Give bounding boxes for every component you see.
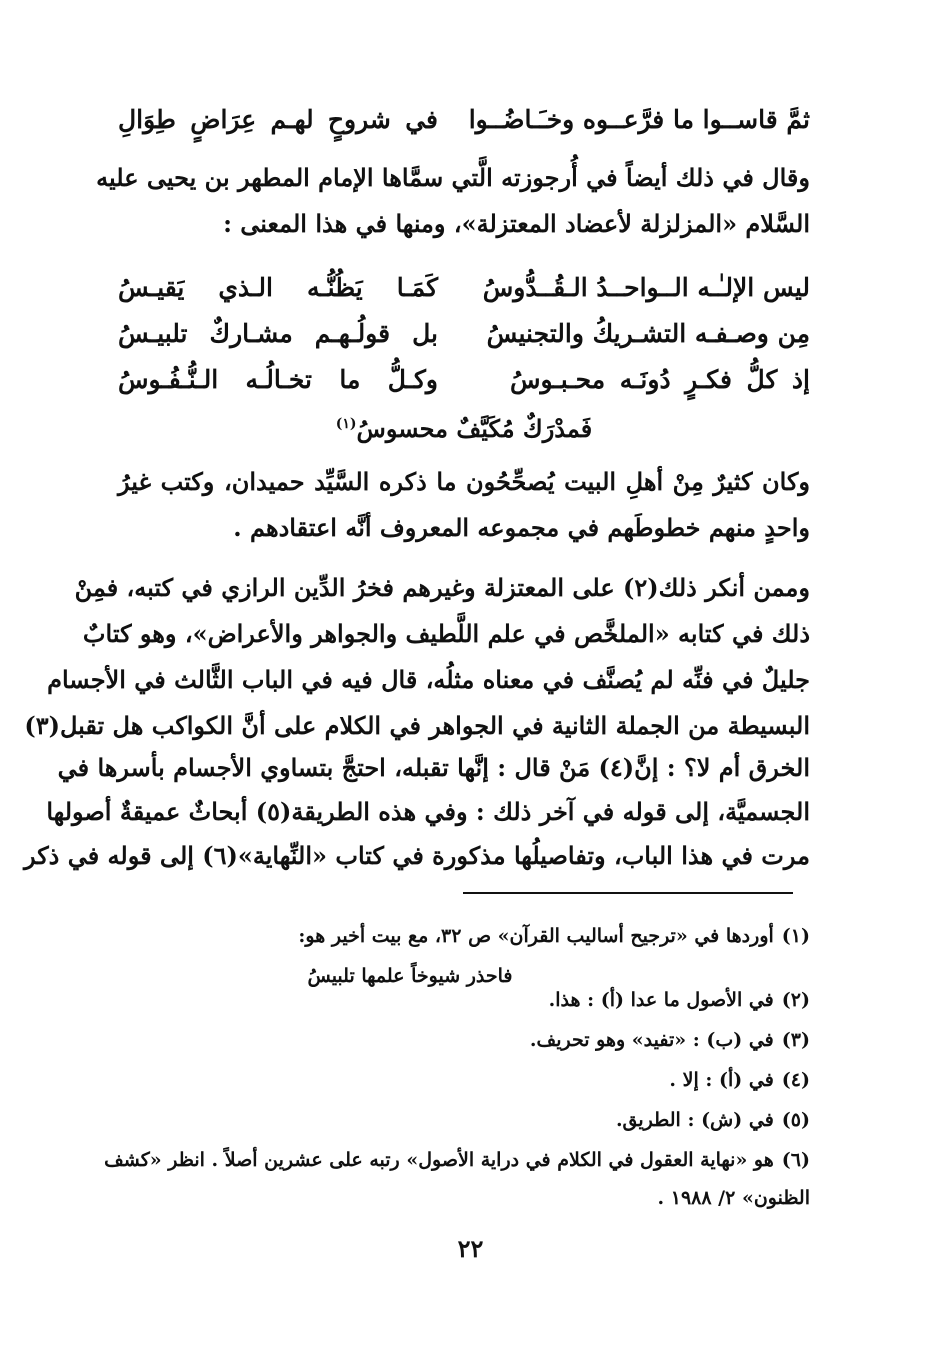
- hemistich-right: ثمَّ قاســوا ما فرَّعــوه وخـَـاضُــوا: [468, 105, 810, 134]
- footnote-number: (١): [781, 925, 810, 947]
- verse-final: [118, 402, 810, 446]
- footnote-number: (٢): [781, 989, 810, 1011]
- paragraph-line: وممن أنكر ذلك(٢) على المعتزلة وغيرهم فخرُ الدِّين الرازي في كتبه، فمِنْ: [74, 573, 810, 602]
- footnote-text: في (ب) : «تفيد» وهو تحريف.: [529, 1029, 774, 1051]
- footnote-text: الظنون» ٢/ ١٩٨٨ .: [657, 1187, 810, 1209]
- footnote-text: في (ش) : الطريق.: [615, 1109, 774, 1131]
- paragraph-line: وكان كثيرٌ مِنْ أهلِ البيت يُصحِّحُون ما ذكره السَّيِّد حميدان، وكتب غيرُ: [118, 467, 810, 496]
- paragraph-line: ذلك في كتابه «الملخَّص في علم اللَّطيف والجواهر والأعراض»، وهو كتابٌ: [82, 619, 810, 648]
- footnote-text: هو «نهاية العقول في الكلام في دراية الأصول» رتبه على عشرين أصلاً . انظر «كشف: [104, 1149, 774, 1171]
- footnote-number: (٤): [781, 1069, 810, 1091]
- paragraph-line: الخرق أم لا؟ : إنَّ(٤) مَنْ قال : إنَّها تقبله، احتجَّ بتساوي الأجسام بأسرها في: [57, 753, 810, 782]
- verse-row: [118, 266, 810, 310]
- verse-final-text: فَمدْرَكٌ مُكَيَّفٌ محسوسُ: [356, 414, 593, 443]
- footnote-1: [118, 920, 810, 952]
- footnote-4: [118, 1064, 810, 1096]
- paragraph-line: البسيطة من الجملة الثانية في الجواهر في الكلام على أنَّ الكواكب هل تقبل(٣): [24, 711, 810, 740]
- paragraph-line: جليلٌ في فنِّه لم يُصنَّف في معناه مثلُه، قال فيه في الباب الثَّالث في الأجسام: [47, 665, 810, 694]
- hemistich-left: وكـلُّ ما تخـالُـه الـنُّـفُـوسُ: [118, 365, 438, 394]
- footnote-6-continued: [118, 1182, 810, 1214]
- footnote-number: (٥): [781, 1109, 810, 1131]
- footnote-verse-text: فاحذر شيوخاً علمها تلبيسُ: [307, 965, 513, 987]
- footnote-number: (٣): [781, 1029, 810, 1051]
- footnote-3: [118, 1024, 810, 1056]
- footnote-text: في الأصول ما عدا (أ) : هذا.: [548, 989, 774, 1011]
- hemistich-left: بل قولُـهـم مشـاركٌ تلبيـسُ: [118, 319, 438, 348]
- verse-row: [118, 358, 810, 402]
- paragraph-line: وقال في ذلك أيضاً في أُرجوزته الَّتي سمَّاها الإمام المطهر بن يحيى عليه: [96, 163, 810, 192]
- footnote-text: في (أ) : إلا .: [669, 1069, 774, 1091]
- hemistich-left: في شروحٍ لهـم عِرَاضٍ طِوَالِ: [118, 105, 438, 134]
- hemistich-right: مِن وصـفـه التشـريكُ والتجنيسُ: [486, 319, 810, 348]
- page-number: ٢٢: [457, 1234, 484, 1263]
- footnote-2: [118, 984, 810, 1016]
- footnote-text: أوردها في «ترجيح أساليب القرآن» ص ٣٢، مع بيت أخير هو:: [298, 925, 774, 947]
- hemistich-left: كَمَـا يَظُنُّـه الـذي يَقيـسُ: [118, 273, 438, 302]
- hemistich-right: ليس الإلـٰـه الــواحــدُ الـقُــدُّوسُ: [482, 273, 810, 302]
- hemistich-right: إذ كلُّ فكـرٍ دُونَـه محـبـوسُ: [510, 365, 810, 394]
- footnote-separator: [463, 892, 793, 894]
- paragraph-line: واحدٍ منهم خطوطَهم في مجموعه المعروف أنَّه اعتقادهم .: [233, 513, 810, 542]
- poem-verse-top: [118, 98, 810, 142]
- verse-row: [118, 312, 810, 356]
- paragraph-line: مرت في هذا الباب، وتفاصيلُها مذكورة في كتاب «النِّهاية»(٦) إلى قوله في ذكر: [23, 841, 810, 870]
- footnote-5: [118, 1104, 810, 1136]
- footnote-ref: (١): [335, 416, 357, 432]
- paragraph-line: الجسميَّة، إلى قوله في آخر ذلك : وفي هذه الطريقة(٥) أبحاثٌ عميقةٌ أصولها: [46, 797, 810, 826]
- paragraph-line: السَّلام «المزلزلة لأعضاد المعتزلة»، ومنها في هذا المعنى :: [223, 209, 810, 238]
- footnote-6: [104, 1144, 810, 1176]
- footnote-number: (٦): [781, 1149, 810, 1171]
